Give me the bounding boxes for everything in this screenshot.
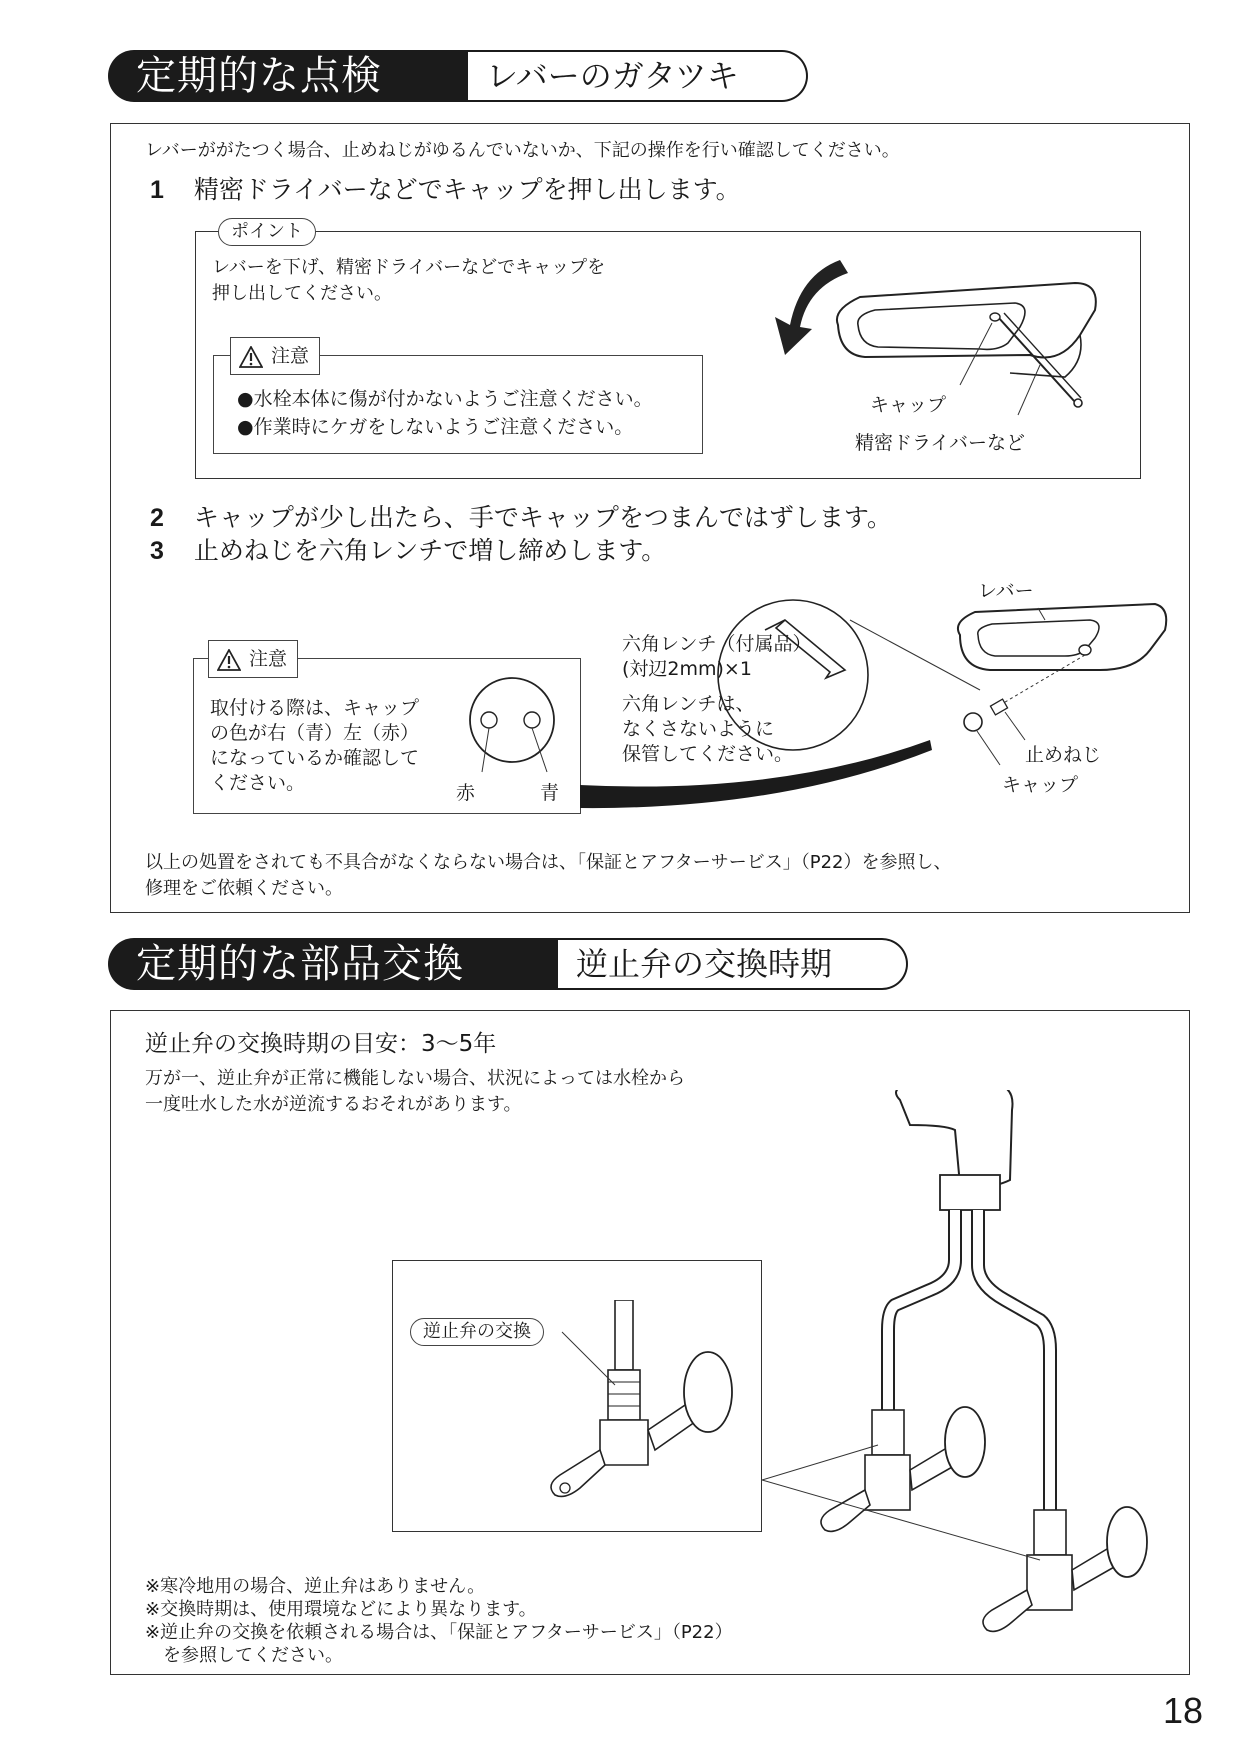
step-2-number: 2 (150, 504, 164, 532)
keep-line-1: 六角レンチは、 (622, 693, 755, 715)
step-1 (150, 174, 741, 206)
fig2-screw-label: 止めねじ (1025, 744, 1102, 766)
caution-1-label: 注意 (271, 345, 310, 367)
note-3-line-2: を参照してください。 (145, 1645, 343, 1666)
fig2-cap-label: キャップ (1002, 774, 1079, 796)
caution-tab-1 (230, 337, 320, 375)
inspection-footer (145, 850, 952, 902)
cap-color-diagram (462, 676, 562, 786)
fig2-keep-text (622, 692, 793, 767)
keep-line-3: 保管してください。 (622, 743, 794, 765)
step-3-number: 3 (150, 537, 164, 565)
wrench-line-2: (対辺2mm)×1 (622, 658, 752, 680)
fig2-wrench-text (622, 632, 812, 682)
caution-1-text (237, 385, 653, 441)
wrench-line-1: 六角レンチ（付属品） (622, 633, 812, 655)
detail-leader-lines (560, 1330, 620, 1390)
replacement-notes (145, 1575, 733, 1667)
replacement-heading-main: 定期的な部品交換 (108, 938, 558, 990)
point-line-1: レバーを下げ、精密ドライバーなどでキャップを (212, 257, 606, 278)
step-3 (150, 535, 666, 567)
caution-2-line-2: の色が右（青）左（赤） (210, 722, 420, 744)
caution-2-label: 注意 (249, 648, 288, 670)
caution-2-line-4: ください。 (210, 772, 306, 794)
warning-icon (239, 346, 263, 368)
replacement-heading-sub: 逆止弁の交換時期 (558, 938, 908, 990)
note-2: ※交換時期は、使用環境などにより異なります。 (145, 1599, 537, 1620)
push-down-arrow-icon (775, 260, 848, 355)
inspection-heading-sub: レバーのガタツキ (468, 50, 808, 102)
step-2 (150, 502, 892, 534)
replacement-desc-line-2: 一度吐水した水が逆流するおそれがあります。 (145, 1094, 522, 1115)
point-label: ポイント (218, 218, 316, 246)
detail-label: 逆止弁の交換 (410, 1318, 544, 1346)
faucet-pipes-illustration (760, 1090, 1180, 1650)
caution-2-line-3: になっているか確認して (210, 747, 420, 769)
caution-tab-2 (208, 640, 298, 678)
cap-red-label: 赤 (456, 782, 476, 804)
note-3-line-1: ※逆止弁の交換を依頼される場合は、「保証とアフターサービス」（P22） (145, 1622, 733, 1643)
caution-1-line-2: ●作業時にケガをしないようご注意ください。 (237, 416, 634, 438)
step-1-number: 1 (150, 176, 164, 204)
fig1-driver-label: 精密ドライバーなど (855, 432, 1026, 454)
page-number: 18 (1162, 1690, 1203, 1731)
step-2-text: キャップが少し出たら、手でキャップをつまんではずします。 (193, 503, 892, 532)
point-line-2: 押し出してください。 (212, 283, 392, 304)
caution-2-text (210, 696, 419, 796)
inspection-heading (108, 50, 808, 102)
fig2-lever-label: レバー (978, 580, 1034, 602)
note-1: ※寒冷地用の場合、逆止弁はありません。 (145, 1576, 486, 1597)
cap-blue-label: 青 (540, 782, 560, 804)
inspection-footer-line-1: 以上の処置をされても不具合がなくならない場合は、「保証とアフターサービス」（P22）を参照し、 (145, 852, 952, 873)
replacement-heading (108, 938, 910, 990)
caution-1-line-1: ●水栓本体に傷が付かないようご注意ください。 (237, 388, 653, 410)
warning-icon (217, 649, 241, 671)
replacement-desc (145, 1066, 685, 1118)
point-text (212, 255, 605, 307)
inspection-heading-main: 定期的な点検 (108, 50, 468, 102)
caution-2-line-1: 取付ける際は、キャップ (210, 697, 420, 719)
fig1-cap-label: キャップ (870, 394, 947, 416)
step-3-text: 止めねじを六角レンチで増し締めします。 (193, 536, 667, 565)
inspection-intro: レバーががたつく場合、止めねじがゆるんでいないか、下記の操作を行い確認してください。 (145, 140, 900, 161)
step-1-text: 精密ドライバーなどでキャップを押し出します。 (193, 175, 741, 204)
keep-line-2: なくさないように (622, 718, 775, 740)
inspection-footer-line-2: 修理をご依頼ください。 (145, 878, 343, 899)
replacement-desc-line-1: 万が一、逆止弁が正常に機能しない場合、状況によっては水栓から (145, 1068, 685, 1089)
replacement-guide: 逆止弁の交換時期の目安：3〜5年 (145, 1031, 497, 1057)
